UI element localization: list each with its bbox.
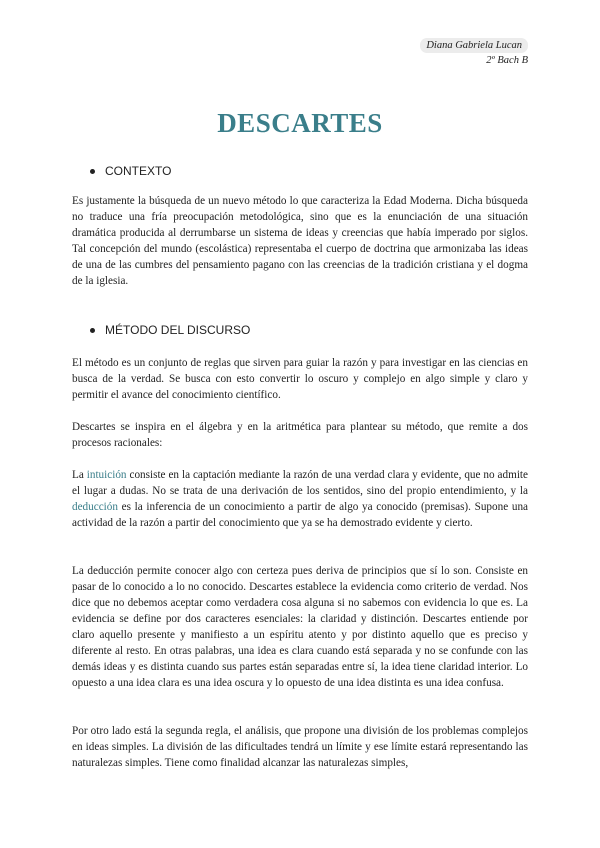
section-heading-contexto (90, 164, 171, 178)
text-segment: consiste en la captación mediante la razón de una verdad clara y evidente, que no admite el lugar a dudas. No se trata de una derivación de los sentidos, sino del propio entendimiento, y la (72, 469, 528, 497)
paragraph-intuicion-deduccion (72, 467, 528, 531)
paragraph-contexto: Es justamente la búsqueda de un nuevo método lo que caracteriza la Edad Moderna. Dicha búsqueda no traduce una fría preocupación metodológica, sino que es la enunciación de una situación dramática producida al derrumbarse un sistema de ideas y creencias que había imperado por siglos. Tal concepción del mundo (escolástica) representaba el cuerpo de doctrina que armonizaba las ideas de una de las cumbres del pensamiento pagano con las creencias de la tradición cristiana y el dogma de la iglesia. (72, 195, 528, 287)
document-title: DESCARTES (217, 108, 383, 138)
section-heading-label: CONTEXTO (105, 164, 172, 178)
bullet-icon (90, 169, 95, 174)
section-heading-metodo (90, 323, 250, 337)
paragraph-metodo-inspiracion: Descartes se inspira en el álgebra y en la aritmética para plantear su método, que remite a dos procesos racionales: (72, 421, 528, 449)
paragraph-metodo-definicion: El método es un conjunto de reglas que sirven para guiar la razón y para investigar en las ciencias en busca de la verdad. Se busca con esto convertir lo oscuro y complejo en algo simple y claro y permitir el avance del conocimiento científico. (72, 357, 528, 401)
author-name: Diana Gabriela Lucan (420, 38, 528, 53)
term-intuicion: intuición (86, 469, 127, 481)
term-deduccion: deducción (72, 501, 118, 513)
section-heading-label: MÉTODO DEL DISCURSO (105, 323, 251, 337)
paragraph-deduccion-evidencia: La deducción permite conocer algo con certeza pues deriva de principios que sí lo son. Consiste en pasar de lo conocido a lo no conocido. Descartes establece la evidencia como criterio de verdad. Nos dice que no debemos aceptar como verdadera cosa alguna si no sabemos con evidencia lo que es. La evidencia se define por dos caracteres esenciales: la claridad y distinción. Descartes entiende por claro aquello presente y manifiesto a un espíritu atento y por distinto aquello que es preciso y diferente al resto. En otras palabras, una idea es clara cuando está separada y no se confunde con las demás ideas y es distinta cuando sus partes están separadas entre sí, la idea tiene claridad interior. Lo opuesto a una idea clara es una idea oscura y lo opuesto de una idea distinta es una idea confusa. (72, 565, 528, 689)
bullet-icon (90, 328, 95, 333)
text-segment: La (72, 469, 87, 481)
paragraph-analisis: Por otro lado está la segunda regla, el análisis, que propone una división de los problemas complejos en ideas simples. La división de las dificultades tendrá un límite y ese límite estará representando las naturalezas simples. Tiene como finalidad alcanzar las naturalezas simples, (72, 725, 528, 769)
page-header (420, 38, 528, 68)
course-label: 2º Bach B (486, 55, 528, 66)
text-segment: es la inferencia de un conocimiento a partir de algo ya conocido (premisas). Supone una actividad de la razón a partir del conocimiento que ya se ha demostrado evidente y cierto. (72, 501, 528, 529)
